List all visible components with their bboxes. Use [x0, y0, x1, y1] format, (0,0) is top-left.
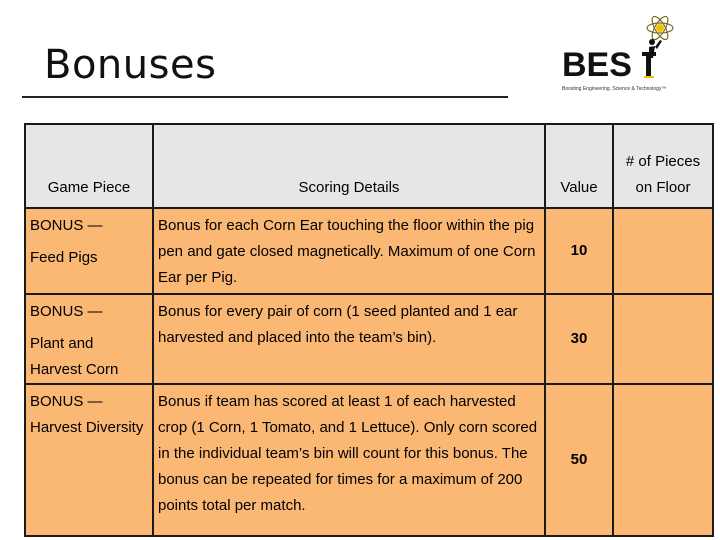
value-cell: 50 — [545, 384, 613, 536]
table-row — [25, 384, 713, 536]
piece-label: BONUS — — [30, 393, 103, 410]
piece-name: Feed Pigs — [30, 249, 98, 266]
game-piece-cell — [25, 294, 153, 384]
title-divider — [22, 96, 508, 98]
game-piece-cell — [25, 208, 153, 294]
bonus-table — [24, 123, 714, 537]
pieces-on-floor-cell — [613, 208, 713, 294]
header-pieces-on-floor: # of Pieces on Floor — [613, 124, 713, 208]
table-header-row — [25, 124, 713, 208]
logo-tagline: Boosting Engineering, Science & Technology™ — [562, 86, 667, 92]
pieces-on-floor-cell — [613, 384, 713, 536]
scoring-details-cell: Bonus for every pair of corn (1 seed planted and 1 ear harvested and placed into the team’s bin). — [153, 294, 545, 384]
header-scoring-details: Scoring Details — [153, 124, 545, 208]
gear-icon — [656, 24, 664, 32]
logo-wordmark: BES — [562, 46, 632, 84]
header-game-piece: Game Piece — [25, 124, 153, 208]
pieces-on-floor-cell — [613, 294, 713, 384]
piece-name: Plant and Harvest Corn — [30, 335, 119, 378]
piece-label: BONUS — — [30, 303, 103, 320]
header-value: Value — [545, 124, 613, 208]
value-cell: 10 — [545, 208, 613, 294]
piece-name: Harvest Diversity — [30, 419, 144, 436]
value-cell: 30 — [545, 294, 613, 384]
slide-title: Bonuses — [44, 42, 217, 88]
scoring-details-cell: Bonus for each Corn Ear touching the floor within the pig pen and gate closed magnetically. Maximum of one Corn Ear per Pig. — [153, 208, 545, 294]
piece-label: BONUS — — [30, 217, 103, 234]
best-logo — [556, 14, 686, 100]
table-row — [25, 294, 713, 384]
table-row — [25, 208, 713, 294]
scoring-details-cell: Bonus if team has scored at least 1 of each harvested crop (1 Corn, 1 Tomato, and 1 Lettuce). Only corn scored in the individual team’s bin will count for this bonus. The bonus can be repeated for times for a maximum of 200 points total per match. — [153, 384, 545, 536]
game-piece-cell — [25, 384, 153, 536]
